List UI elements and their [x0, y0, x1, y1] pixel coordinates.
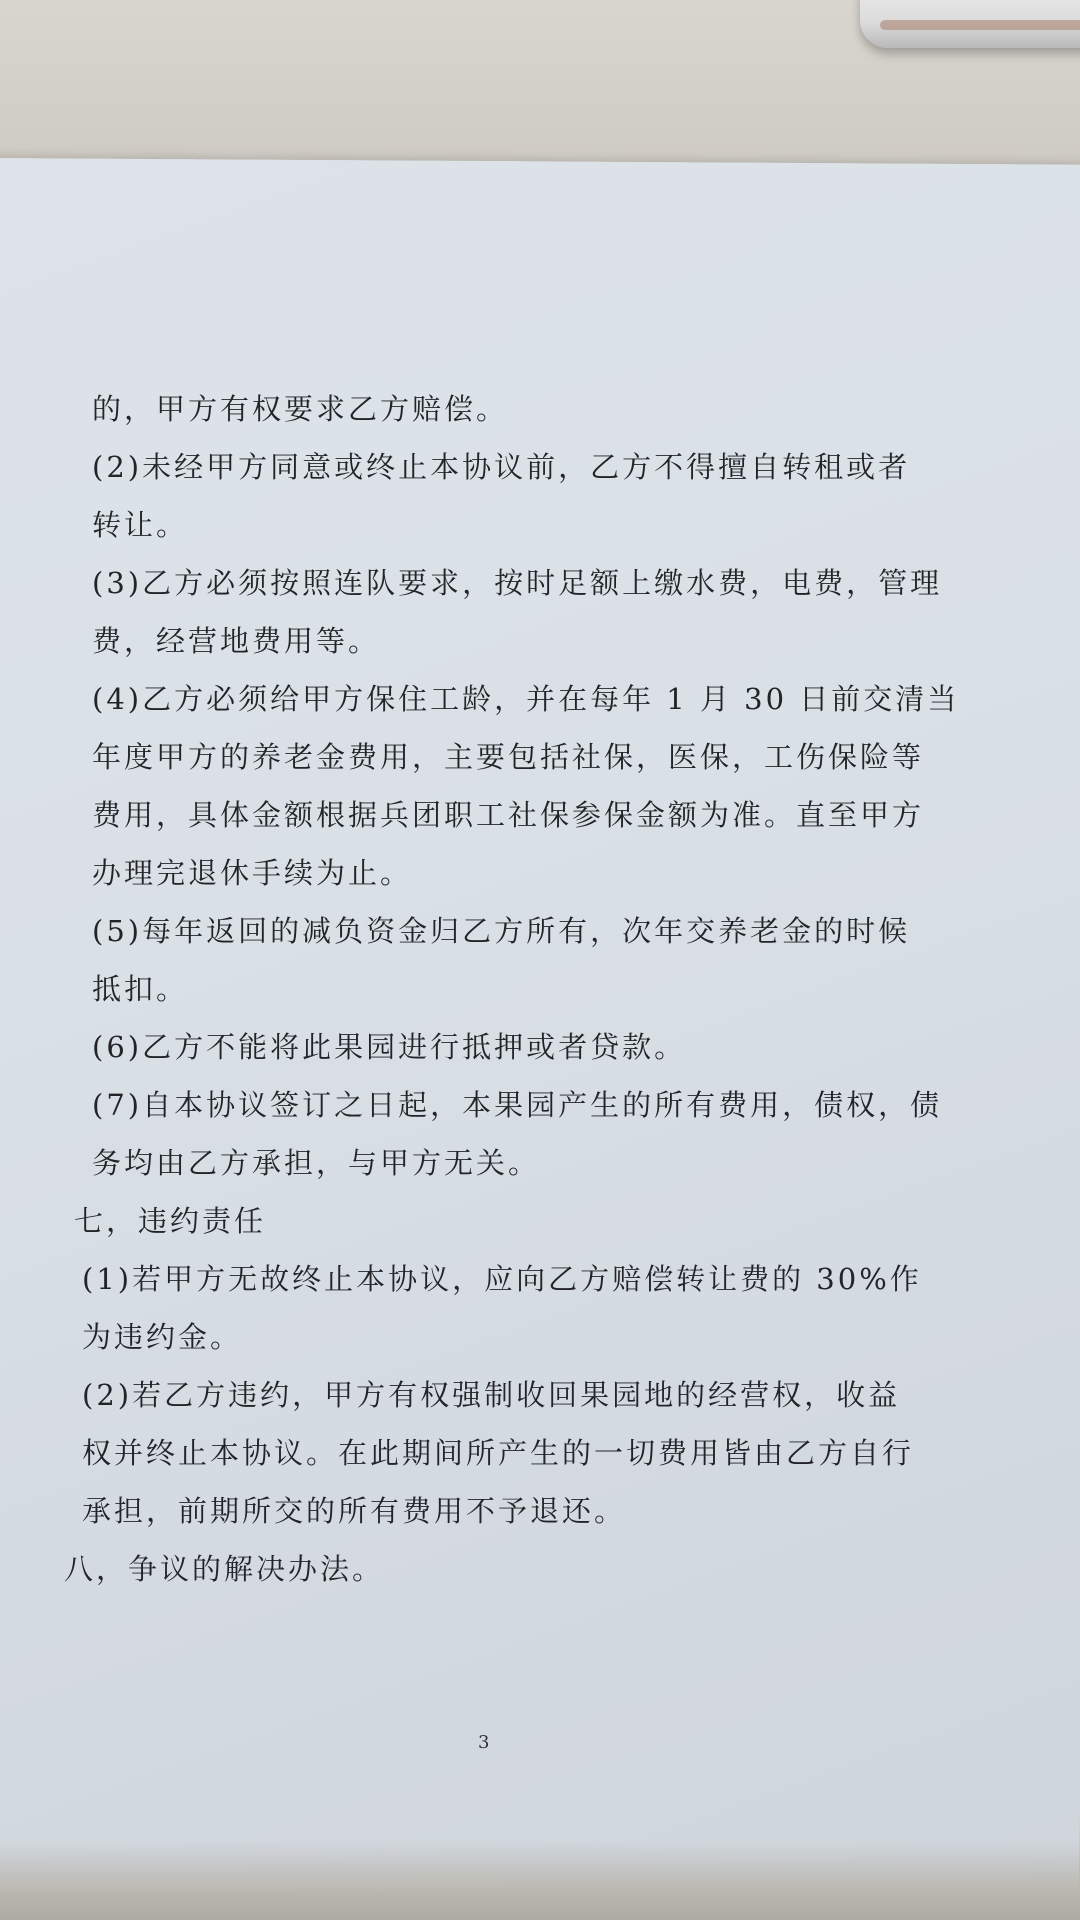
device-edge-shadow [880, 20, 1080, 30]
text-line: (7)自本协议签订之日起，本果园产生的所有费用，债权，债 [92, 1088, 943, 1122]
text-line: 的，甲方有权要求乙方赔偿。 [92, 392, 509, 426]
text-line: 办理完退休手续为止。 [92, 856, 413, 890]
document-body [64, 385, 960, 1603]
page-number: 3 [478, 1732, 490, 1753]
text-line: (2)未经甲方同意或终止本协议前，乙方不得擅自转租或者 [92, 450, 911, 484]
text-line: (2)若乙方违约，甲方有权强制收回果园地的经营权，收益 [82, 1378, 901, 1412]
section-heading: 八，争议的解决办法。 [64, 1552, 385, 1586]
text-line: (6)乙方不能将此果园进行抵押或者贷款。 [92, 1030, 687, 1064]
bottom-shadow [0, 1840, 1080, 1920]
text-line: 费用，具体金额根据兵团职工社保参保金额为准。直至甲方 [92, 798, 925, 832]
text-line: (3)乙方必须按照连队要求，按时足额上缴水费，电费，管理 [92, 566, 943, 600]
text-line: 承担，前期所交的所有费用不予退还。 [82, 1494, 627, 1528]
text-line: 务均由乙方承担，与甲方无关。 [92, 1146, 541, 1180]
text-line: 权并终止本协议。在此期间所产生的一切费用皆由乙方自行 [82, 1436, 915, 1470]
text-line: 为违约金。 [82, 1320, 243, 1354]
text-line: 费，经营地费用等。 [92, 624, 381, 658]
text-line: 抵扣。 [92, 972, 189, 1006]
text-line: (1)若甲方无故终止本协议，应向乙方赔偿转让费的 30%作 [82, 1262, 922, 1296]
text-line: (5)每年返回的减负资金归乙方所有，次年交养老金的时候 [92, 914, 911, 948]
text-line: 年度甲方的养老金费用，主要包括社保，医保，工伤保险等 [92, 740, 925, 774]
text-line: (4)乙方必须给甲方保住工龄，并在每年 1 月 30 日前交清当 [92, 682, 960, 716]
section-heading: 七，违约责任 [74, 1204, 267, 1238]
text-line: 转让。 [92, 508, 189, 542]
